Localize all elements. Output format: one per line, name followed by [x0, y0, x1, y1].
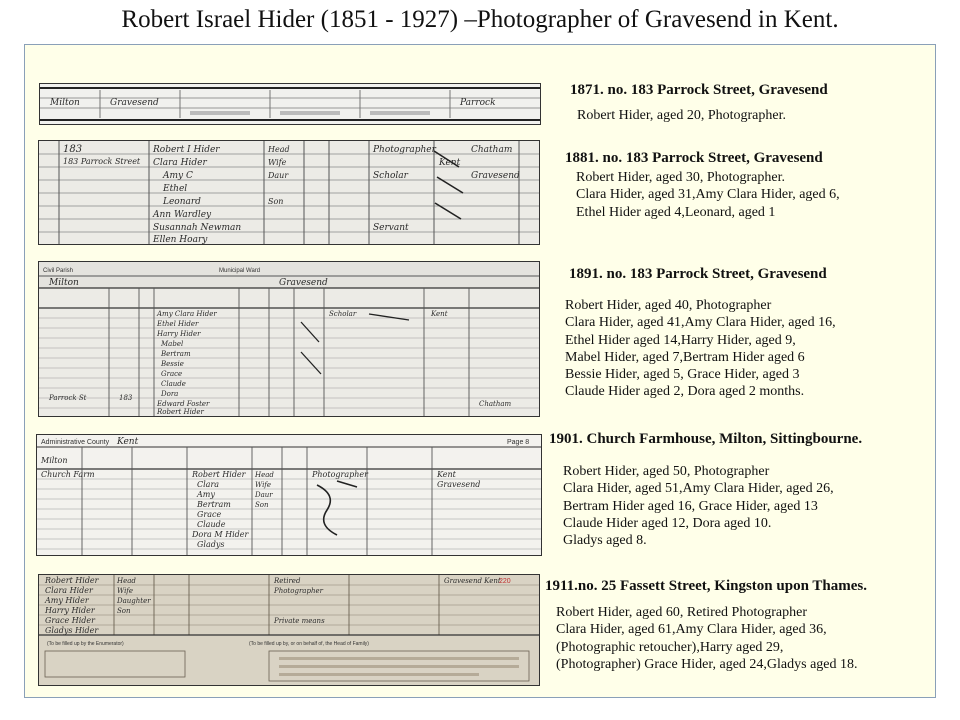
scan-word: Leonard: [163, 197, 201, 207]
entry-line: Robert Hider, aged 30, Photographer.: [576, 170, 786, 185]
scan-word: Clara Hider: [45, 586, 93, 595]
scan-word: Amy: [197, 490, 215, 499]
scan-word: Bessie: [161, 360, 184, 368]
scan-word: Chatham: [479, 400, 512, 408]
census-scan-1871: [39, 83, 541, 125]
entry-line: Robert Hider, aged 20, Photographer.: [577, 108, 787, 123]
scan-word: Bertram: [197, 500, 231, 509]
entry-heading-1911: 1911.no. 25 Fassett Street, Kingston upon Thames.: [545, 578, 867, 594]
census-scan-1901: [36, 434, 542, 556]
scan-word: Gravesend Kent: [444, 577, 501, 585]
scan-word: Gravesend: [437, 480, 481, 489]
scan-word: Daughter: [117, 597, 151, 605]
scan-word: Susannah Newman: [153, 223, 242, 233]
scan-word: Robert Hider: [192, 470, 246, 479]
scan-word: Claude: [161, 380, 186, 388]
scan-word: Robert Hider: [45, 576, 99, 585]
entry-lines-1911: [556, 604, 858, 673]
scan-word: Scholar: [329, 310, 357, 318]
scan-word: Clara Hider: [153, 158, 207, 168]
entry-heading-1891: 1891. no. 183 Parrock Street, Gravesend: [569, 266, 827, 282]
scan-word: Head: [268, 145, 290, 154]
scan-word: Church Farm: [41, 470, 95, 479]
scan-word: Kent: [117, 437, 139, 447]
scan-word: Parrock: [460, 98, 496, 108]
scan-word: Mabel: [161, 340, 184, 348]
scan-word: Robert Hider: [157, 408, 204, 416]
scan-word: Head: [255, 471, 274, 479]
entry-line: Bessie Hider, aged 5, Grace Hider, aged 3: [565, 367, 800, 383]
scan-word: Parrock St: [49, 394, 87, 402]
scan-word: 183: [63, 144, 83, 155]
scan-word: Amy C: [163, 171, 193, 181]
scan-word: Servant: [373, 223, 409, 233]
scan-word: Municipal Ward: [219, 268, 261, 274]
census-scan-1911: [38, 574, 540, 686]
scan-word: Retired: [274, 577, 301, 585]
scan-word: Wife: [117, 587, 134, 595]
scan-word: Ethel Hider: [157, 320, 199, 328]
scan-word: Ann Wardley: [153, 210, 212, 220]
scan-word: Claude: [197, 520, 226, 529]
scan-word: Clara: [197, 480, 220, 489]
entry-line: Gladys aged 8.: [563, 533, 647, 549]
scan-word: Gladys: [197, 540, 225, 549]
svg-text:220: 220: [499, 578, 511, 585]
scan-word: Harry Hider: [157, 330, 201, 338]
entry-heading-1881: 1881. no. 183 Parrock Street, Gravesend: [565, 150, 823, 166]
scan-word: Milton: [50, 98, 80, 108]
scan-word: Kent: [439, 158, 461, 168]
entry-line: Clara Hider, aged 41,Amy Clara Hider, aged 16,: [565, 315, 836, 331]
scan-word: Page 8: [507, 439, 530, 446]
scan-word: Amy Clara Hider: [157, 310, 217, 318]
scan-word: Scholar: [373, 171, 408, 181]
scan-word: Dora: [161, 390, 179, 398]
scan-word: Ethel: [163, 184, 188, 194]
scan-word: Dora M Hider: [192, 530, 249, 539]
entry-line: Mabel Hider, aged 7,Bertram Hider aged 6: [565, 349, 805, 365]
scan-word: Bertram: [161, 350, 191, 358]
entry-line: Claude Hider aged 12, Dora aged 10.: [563, 515, 772, 531]
scan-word: Private means: [274, 617, 325, 625]
scan-word: Kent: [431, 310, 448, 318]
scan-word: Milton: [49, 278, 79, 288]
entry-line: Ethel Hider aged 14,Harry Hider, aged 9,: [565, 332, 796, 348]
scan-word: Kent: [437, 470, 456, 479]
scan-word: Gravesend: [471, 171, 520, 181]
scan-word: Harry Hider: [45, 606, 95, 615]
scan-word: 183 Parrock Street: [63, 157, 141, 166]
scan-word: Gladys Hider: [45, 626, 99, 635]
scan-word: Grace: [161, 370, 183, 378]
scan-word: Son: [117, 607, 131, 615]
scan-word: Grace Hider: [45, 616, 95, 625]
entry-line: Clara Hider, aged 31,Amy Clara Hider, aged 6,: [576, 187, 840, 203]
scan-word: Photographer: [312, 470, 368, 479]
scan-word: Gravesend: [110, 98, 159, 108]
scan-word: Ellen Hoary: [153, 235, 208, 244]
entry-line: Ethel Hider aged 4,Leonard, aged 1: [576, 204, 776, 220]
scan-word: Photographer: [274, 587, 323, 595]
entry-heading-1901: 1901. Church Farmhouse, Milton, Sittingbourne.: [549, 431, 863, 447]
scan-word: (To be filled up by the Enumerator): [47, 641, 124, 647]
entry-line: Robert Hider, aged 40, Photographer: [565, 298, 772, 313]
scan-word: Wife: [255, 481, 272, 489]
scan-word: Daur: [255, 491, 273, 499]
entry-line: (Photographer) Grace Hider, aged 24,Gladys aged 18.: [556, 656, 858, 672]
census-scan-1891: [38, 261, 540, 417]
entry-line: Robert Hider, aged 60, Retired Photographer: [556, 605, 807, 620]
scan-word: (To be filled up by, or on behalf of, the Head of Family): [249, 641, 369, 647]
entry-line: Bertram Hider aged 16, Grace Hider, aged 13: [563, 498, 818, 514]
entry-line: Claude Hider aged 2, Dora aged 2 months.: [565, 384, 805, 400]
entry-line: Clara Hider, aged 51,Amy Clara Hider, aged 26,: [563, 481, 834, 497]
scan-word: Wife: [268, 158, 287, 167]
scan-word: Administrative County: [41, 439, 110, 446]
entry-line: (Photographic retoucher),Harry aged 29,: [556, 639, 784, 655]
scan-word: Son: [255, 501, 269, 509]
entry-line: Clara Hider, aged 61,Amy Clara Hider, aged 36,: [556, 622, 827, 638]
entry-lines-1891: [565, 297, 836, 401]
scan-word: Photographer: [373, 145, 436, 155]
scan-word: Milton: [41, 456, 68, 465]
scan-word: Head: [117, 577, 136, 585]
page-title: Robert Israel Hider (1851 - 1927) –Photographer of Gravesend in Kent.: [121, 6, 839, 33]
entry-lines-1881: [576, 169, 840, 221]
entry-lines-1901: [563, 463, 834, 549]
census-scan-1881: [38, 140, 540, 245]
entry-lines-1871: [577, 107, 786, 124]
scan-word: Amy Hider: [45, 596, 89, 605]
entry-line: Robert Hider, aged 50, Photographer: [563, 464, 770, 479]
scan-word: Daur: [268, 171, 289, 180]
scan-word: Chatham: [471, 145, 513, 155]
scan-word: Robert I Hider: [153, 145, 220, 155]
entry-heading-1871: 1871. no. 183 Parrock Street, Gravesend: [570, 82, 828, 98]
scan-word: 183: [119, 394, 133, 402]
scan-word: Edward Foster: [157, 400, 210, 408]
scan-word: Gravesend: [279, 278, 328, 288]
scan-word: Son: [268, 197, 284, 206]
scan-word: Civil Parish: [43, 268, 74, 274]
scan-word: Grace: [197, 510, 222, 519]
